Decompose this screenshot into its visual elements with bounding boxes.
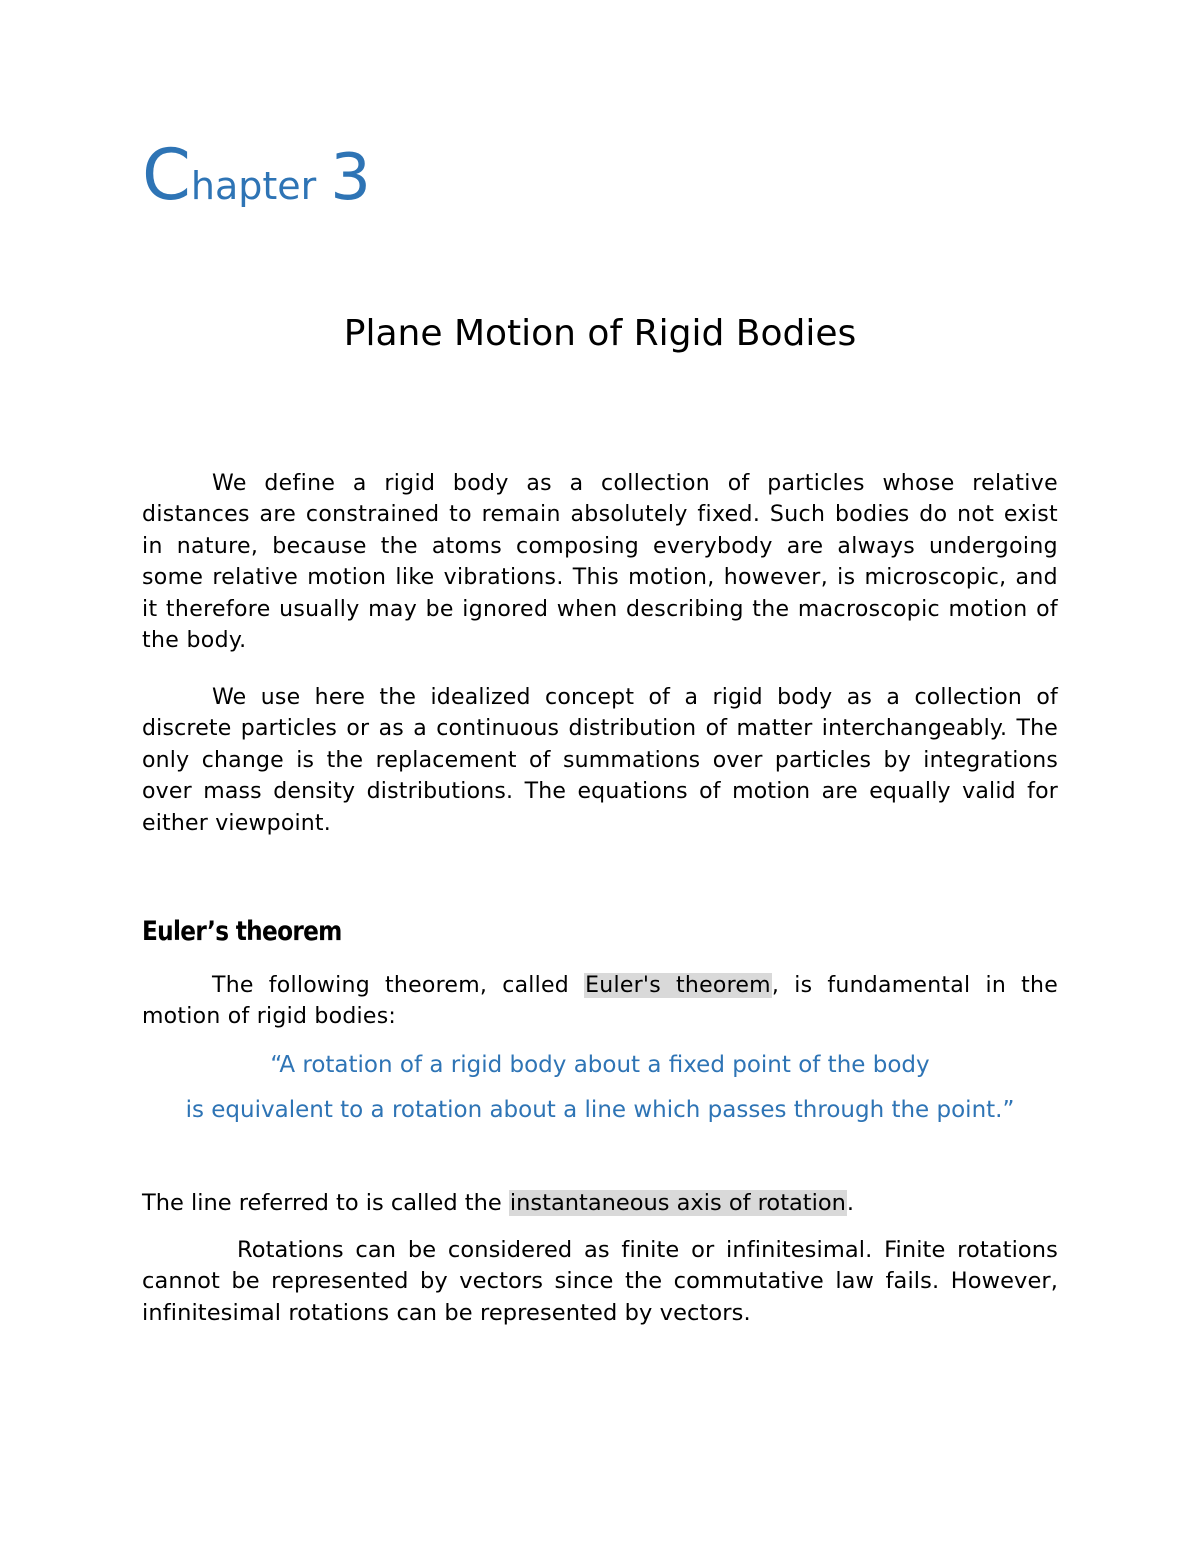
section-heading-eulers-theorem: Euler’s theorem xyxy=(142,916,342,947)
highlight-instantaneous-axis: instantaneous axis of rotation xyxy=(509,1190,846,1216)
chapter-number: 3 xyxy=(330,141,372,215)
theorem-quote-line-2: is equivalent to a rotation about a line which passes through the point.” xyxy=(185,1097,1015,1123)
chapter-initial: C xyxy=(142,134,191,216)
paragraph-idealized-concept: We use here the idealized concept of a rigid body as a collection of discrete particles or as a continuous distribution of matter interchangeably. The only change is the replacement of summations over particles by integrations over mass density distributions. The equations of motion are equally valid for either viewpoint. xyxy=(142,685,1058,836)
theorem-quote-line-1: “A rotation of a rigid body about a fixed point of the body xyxy=(270,1052,930,1078)
chapter-word: hapter xyxy=(190,164,317,208)
paragraph-rotations: Rotations can be considered as finite or infinitesimal. Finite rotations cannot be represented by vectors since the commutative law fails. However, infinitesimal rotations can be represented by vectors. xyxy=(142,1237,1058,1326)
paragraph-rigid-body-definition: We define a rigid body as a collection of particles whose relative distances are constrained to remain absolutely fixed. Such bodies do not exist in nature, because the atoms composing everybody are always undergoing some relative motion like vibrations. This motion, however, is microscopic, and it therefore usually may be ignored when describing the macroscopic motion of the body. xyxy=(142,471,1058,654)
paragraph-axis-of-rotation xyxy=(142,1188,854,1219)
paragraph-eulers-theorem-intro xyxy=(142,970,1058,1033)
axis-text-before: The line referred to is called the xyxy=(142,1190,509,1216)
highlight-eulers-theorem: Euler's theorem xyxy=(585,973,771,998)
axis-text-after: . xyxy=(846,1190,855,1216)
intro-text-before: The following theorem, called xyxy=(212,973,585,998)
page-title: Plane Motion of Rigid Bodies xyxy=(343,313,857,354)
intro-text-after: , is fundamental in the motion of rigid bodies: xyxy=(142,973,1058,1030)
chapter-heading xyxy=(142,134,372,216)
